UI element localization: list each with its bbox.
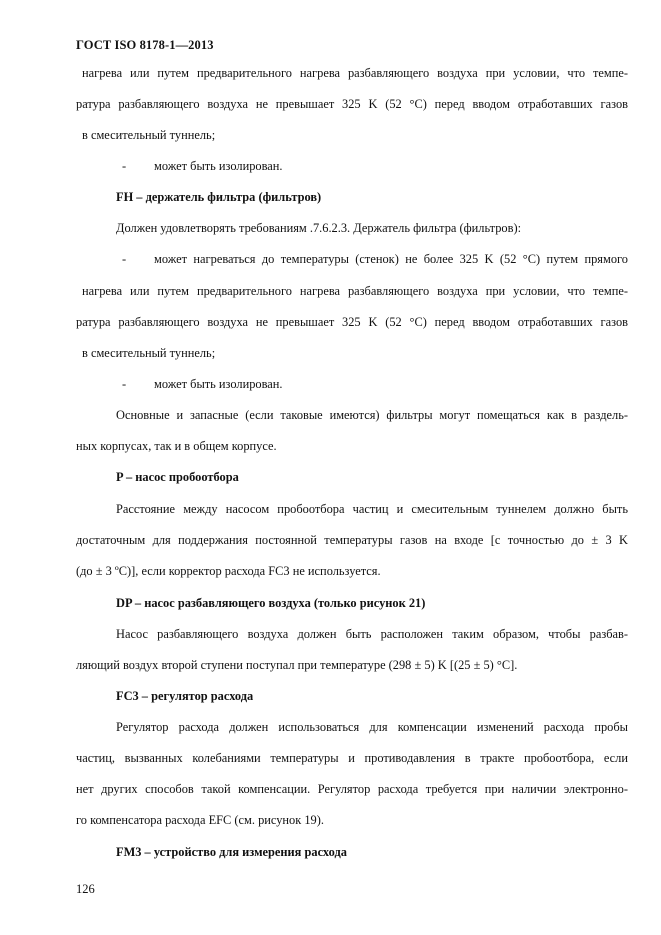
text-line: нет других способов такой компенсации. Регулятор расхода требуется при наличии электронно- xyxy=(76,782,628,796)
section-heading-p: P – насос пробоотбора xyxy=(116,470,239,484)
text-line: нагрева или путем предварительного нагрева разбавляющего воздуха при условии, что темпе- xyxy=(82,284,628,298)
text-line: (до ± 3 ºC)], если корректор расхода FC3 не используется. xyxy=(76,564,381,578)
document-header: ГОСТ ISO 8178-1—2013 xyxy=(76,38,214,52)
bullet-text: может нагреваться до температуры (стенок) не более 325 K (52 °C) путем прямого xyxy=(154,252,628,266)
bullet-text: может быть изолирован. xyxy=(154,159,283,173)
bullet-dash: - xyxy=(122,377,127,391)
bullet-dash: - xyxy=(122,252,127,266)
text-line: ляющий воздух второй ступени поступал при температуре (298 ± 5) K [(25 ± 5) °C]. xyxy=(76,658,518,672)
text-line: ратура разбавляющего воздуха не превышает 325 K (52 °C) перед вводом отработавших газов xyxy=(76,315,628,329)
text-line: достаточным для поддержания постоянной температуры газов на входе [с точностью до ± 3 K xyxy=(76,533,628,547)
section-heading-fh: FH – держатель фильтра (фильтров) xyxy=(116,190,322,204)
section-heading-fc3: FC3 – регулятор расхода xyxy=(116,689,254,703)
bullet-text: может быть изолирован. xyxy=(154,377,283,391)
section-heading-fm3: FM3 – устройство для измерения расхода xyxy=(116,845,347,859)
bullet-dash: - xyxy=(122,159,127,173)
text-line: го компенсатора расхода EFC (см. рисунок 19). xyxy=(76,813,324,827)
text-line: в смесительный туннель; xyxy=(82,128,216,142)
text-line: Расстояние между насосом пробоотбора частиц и смесительным туннелем должно быть xyxy=(116,502,628,516)
text-line: Должен удовлетворять требованиям .7.6.2.3. Держатель фильтра (фильтров): xyxy=(116,221,522,235)
text-line: Регулятор расхода должен использоваться для компенсации изменений расхода пробы xyxy=(116,720,628,734)
text-line: частиц, вызванных колебаниями температуры и противодавления в тракте пробоотбора, если xyxy=(76,751,628,765)
text-line: ных корпусах, так и в общем корпусе. xyxy=(76,439,277,453)
text-line: Насос разбавляющего воздуха должен быть расположен таким образом, чтобы разбав- xyxy=(116,627,628,641)
text-line: в смесительный туннель; xyxy=(82,346,216,360)
page-number: 126 xyxy=(76,882,95,896)
text-line: Основные и запасные (если таковые имеются) фильтры могут помещаться как в раздель- xyxy=(116,408,628,422)
section-heading-dp: DP – насос разбавляющего воздуха (только рисунок 21) xyxy=(116,596,426,610)
text-line: нагрева или путем предварительного нагрева разбавляющего воздуха при условии, что темпе- xyxy=(82,66,628,80)
text-line: ратура разбавляющего воздуха не превышает 325 K (52 °C) перед вводом отработавших газов xyxy=(76,97,628,111)
